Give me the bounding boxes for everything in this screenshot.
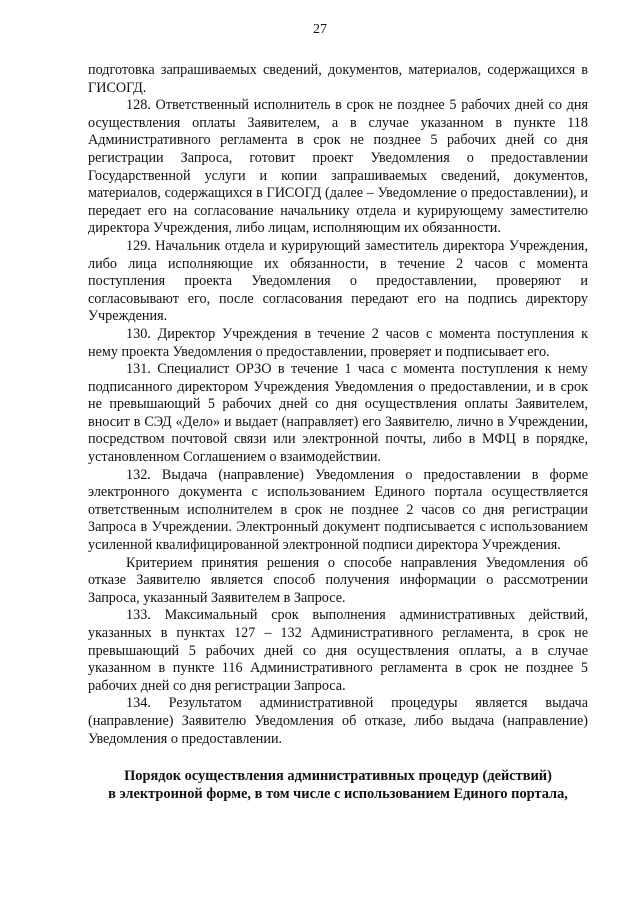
paragraph-128: 128. Ответственный исполнитель в срок не позднее 5 рабочих дней со дня осуществления оплаты Заявителем, а в случае указанном в пункте 118 Административного регламента в срок не позднее 5 рабочих дней со дня регистрации Запроса, готовит проект Уведомления о предоставлении Государственной услуги и копии запрашиваемых сведений, документов, материалов, содержащихся в ГИСОГД (далее – Уведомление о предоставлении), и передает его на согласование начальнику отдела и курирующему заместителю директора Учреждения, либо лицам, исполняющим их обязанности. — [88, 97, 588, 237]
paragraph-132: 132. Выдача (направление) Уведомления о предоставлении в форме электронного документа с использованием Единого портала осуществляется ответственным исполнителем в срок не позднее 2 часов со дня регистрации Запроса в Учреждении. Электронный документ подписывается с использованием усиленной квалифицированной электронной подписи директора Учреждения. — [88, 466, 588, 554]
paragraph-130: 130. Директор Учреждения в течение 2 часов с момента поступления к нему проекта Уведомления о предоставлении, проверяет и подписывает его. — [88, 325, 588, 360]
section-heading — [88, 768, 588, 803]
paragraph-133: 133. Максимальный срок выполнения административных действий, указанных в пунктах 127 – 132 Административного регламента, в срок не превышающий 5 рабочих дней со дня осуществления оплаты, а в случае указанном в пункте 116 Административного регламента в срок не позднее 5 рабочих дней со дня регистрации Запроса. — [88, 607, 588, 694]
document-body — [88, 62, 588, 803]
section-heading-line-2: в электронной форме, в том числе с использованием Единого портала, — [108, 785, 568, 802]
section-heading-line-1: Порядок осуществления административных процедур (действий) — [124, 768, 552, 785]
paragraph-129: 129. Начальник отдела и курирующий заместитель директора Учреждения, либо лица исполняющие их обязанности, в течение 2 часов с момента поступления проекта Уведомления о предоставлении, проверяют и согласовывают его, после согласования передают его на подпись директору Учреждения. — [88, 237, 588, 325]
page-number: 27 — [313, 22, 327, 37]
paragraph-132-criterion: Критерием принятия решения о способе направления Уведомления об отказе Заявителю является способ получения информации о рассмотрении Запроса, указанный Заявителем в Запросе. — [88, 554, 588, 606]
paragraph-127-continuation: подготовка запрашиваемых сведений, документов, материалов, содержащихся в ГИСОГД. — [88, 62, 588, 96]
paragraph-134: 134. Результатом административной процедуры является выдача (направление) Заявителю Уведомления об отказе, либо выдача (направление) Уведомления о предоставлении. — [88, 695, 588, 747]
paragraph-131: 131. Специалист ОРЗО в течение 1 часа с момента поступления к нему подписанного директором Учреждения Уведомления о предоставлении, и в срок не превышающий 5 рабочих дней со дня осуществления оплаты Заявителем, вносит в СЭД «Дело» и выдает (направляет) его Заявителю, лично в Учреждении, посредством почтовой связи или электронной почты, либо в МФЦ в порядке, установленном Соглашением о взаимодействии. — [88, 361, 588, 466]
